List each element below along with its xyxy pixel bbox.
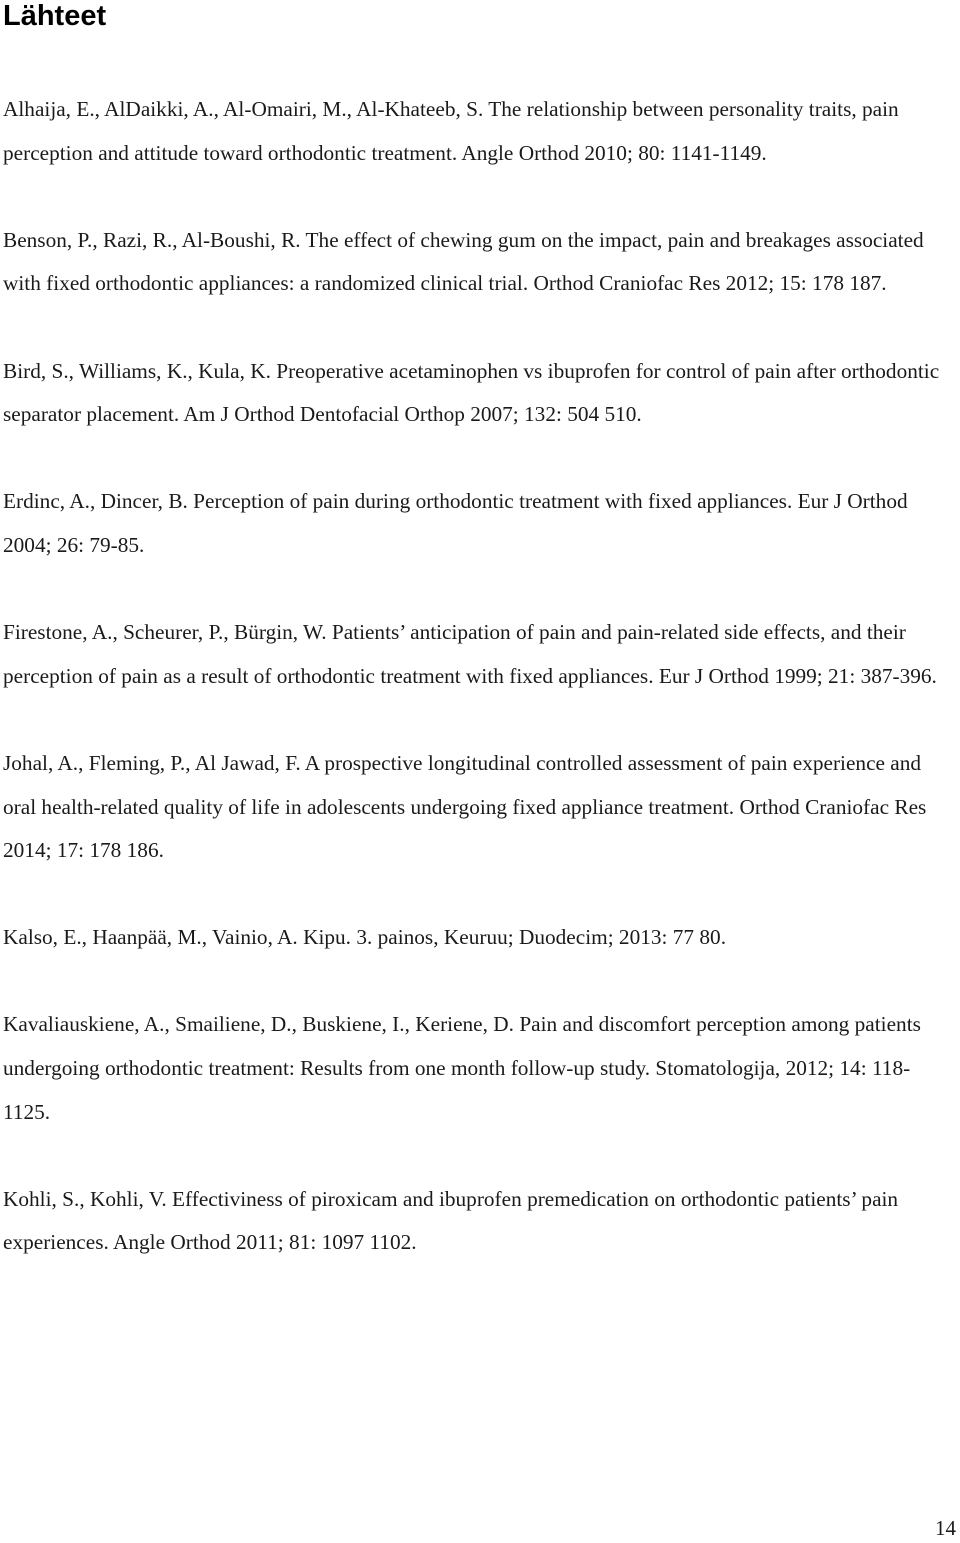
reference-item: Erdinc, A., Dincer, B. Perception of pain during orthodontic treatment with fixed appliances. Eur J Orthod 2004; 26: 79-85. bbox=[3, 489, 908, 557]
reference-item: Johal, A., Fleming, P., Al Jawad, F. A prospective longitudinal controlled assessment of pain experience and oral health-related quality of life in adolescents undergoing fixed appliance treatment. Orthod Craniofac Res 2014; 17: 178 186. bbox=[3, 750, 927, 863]
reference-item: Firestone, A., Scheurer, P., Bürgin, W. Patients’ anticipation of pain and pain-related side effects, and their perception of pain as a result of orthodontic treatment with fixed appliances. Eur J Orthod 1999; 21: 387-396. bbox=[3, 620, 937, 688]
page-number: 14 bbox=[935, 1516, 956, 1540]
reference-item: Benson, P., Razi, R., Al-Boushi, R. The effect of chewing gum on the impact, pain and breakages associated with fixed orthodontic appliances: a randomized clinical trial. Orthod Craniofac Res 2012; 15: 178 187. bbox=[3, 227, 924, 296]
page-title: Lähteet bbox=[3, 0, 107, 32]
reference-list bbox=[3, 88, 955, 1309]
reference-item: Kohli, S., Kohli, V. Effectiviness of piroxicam and ibuprofen premedication on orthodontic patients’ pain experiences. Angle Orthod 2011; 81: 1097 1102. bbox=[3, 1186, 899, 1255]
reference-item: Kavaliauskiene, A., Smailiene, D., Buskiene, I., Keriene, D. Pain and discomfort perception among patients undergoing orthodontic treatment: Results from one month follow-up study. Stomatologija, 2012; 14: 118-1125. bbox=[3, 1012, 921, 1124]
reference-item: Bird, S., Williams, K., Kula, K. Preoperative acetaminophen vs ibuprofen for control of pain after orthodontic separator placement. Am J Orthod Dentofacial Orthop 2007; 132: 504 510. bbox=[3, 358, 940, 427]
reference-item: Alhaija, E., AlDaikki, A., Al-Omairi, M., Al-Khateeb, S. The relationship between personality traits, pain perception and attitude toward orthodontic treatment. Angle Orthod 2010; 80: 1141-1149. bbox=[3, 97, 899, 165]
reference-item: Kalso, E., Haanpää, M., Vainio, A. Kipu. 3. painos, Keuruu; Duodecim; 2013: 77 80. bbox=[3, 925, 727, 950]
